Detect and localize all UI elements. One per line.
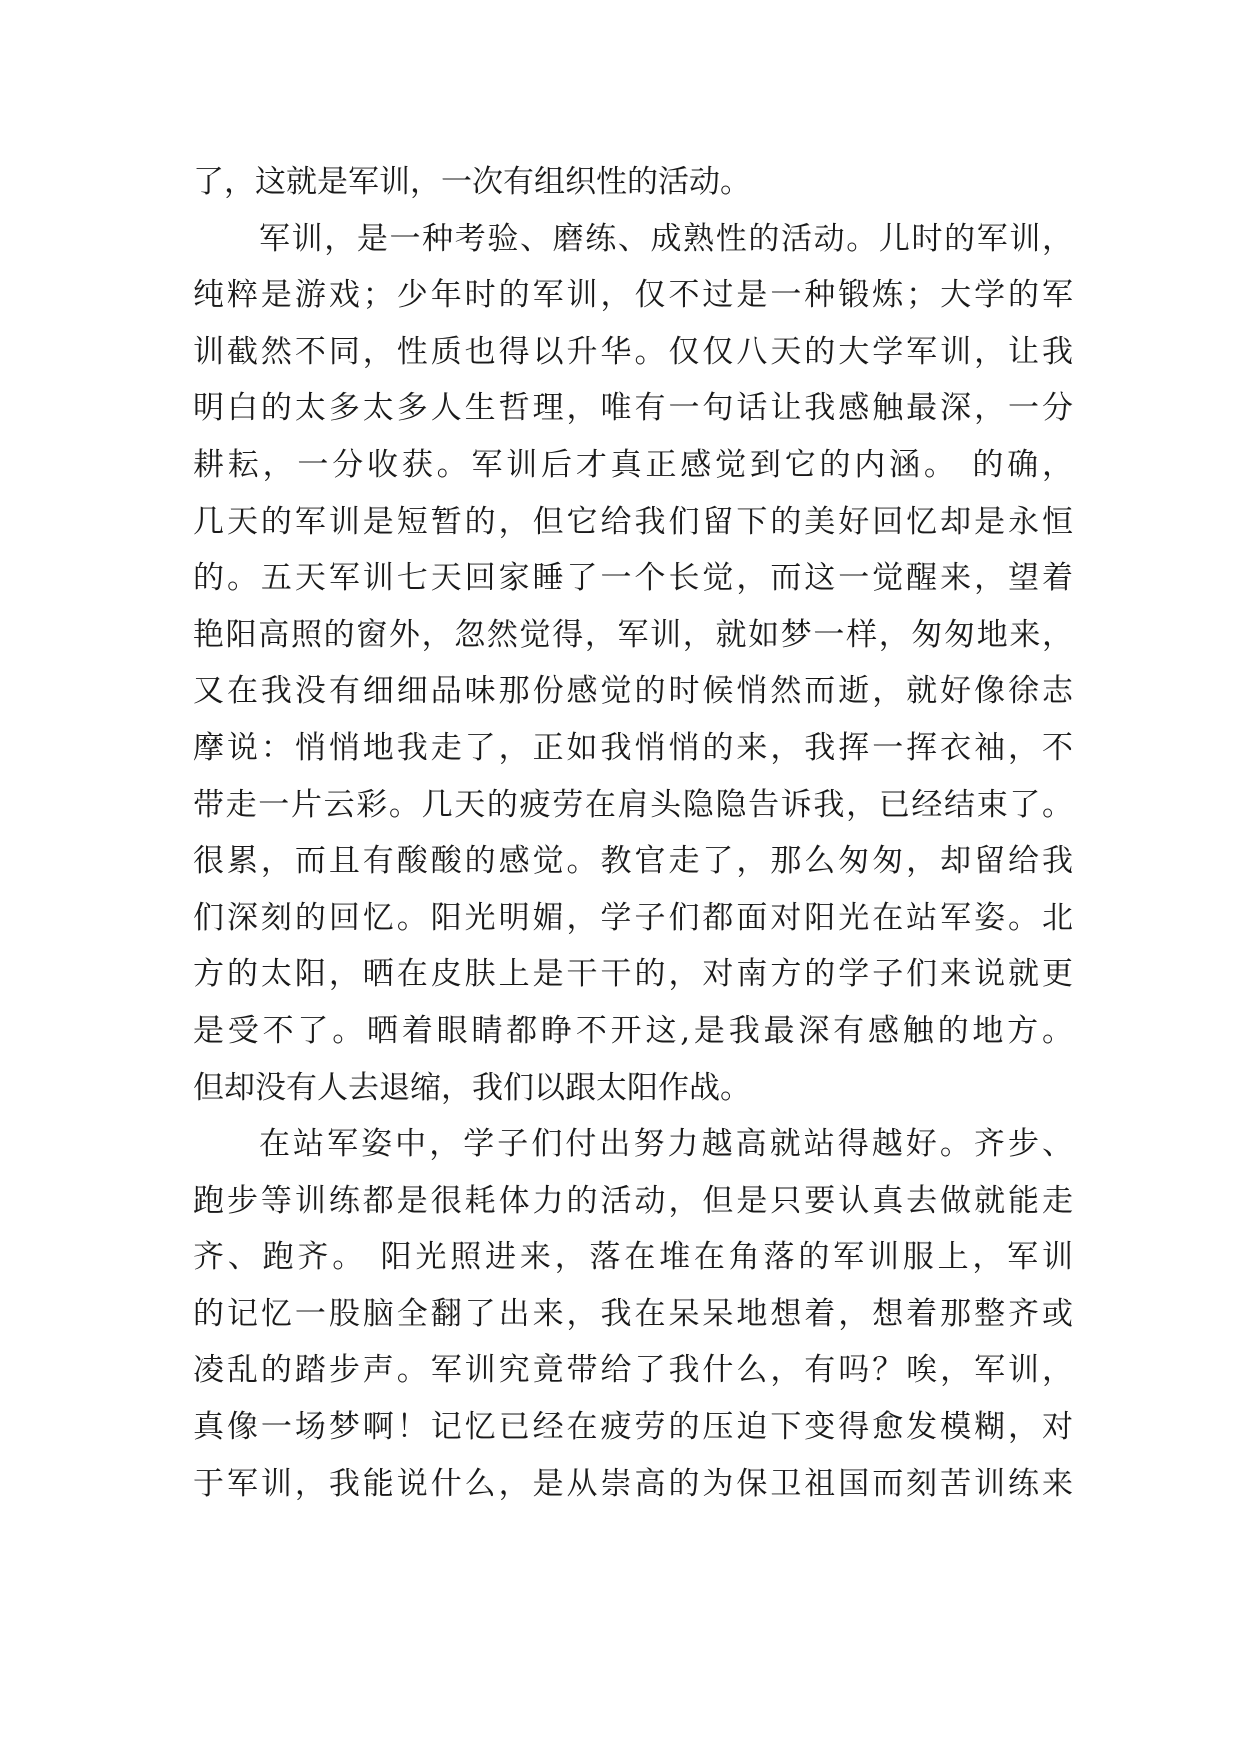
text-line: 耕耘，一分收获。军训后才真正感觉到它的内涵。 的确， xyxy=(193,446,1073,483)
text-line: 们深刻的回忆。阳光明媚，学子们都面对阳光在站军姿。北 xyxy=(193,899,1073,936)
text-line: 真像一场梦啊！记忆已经在疲劳的压迫下变得愈发模糊，对 xyxy=(193,1409,1073,1446)
text-line: 摩说：悄悄地我走了，正如我悄悄的来，我挥一挥衣袖，不 xyxy=(193,729,1073,766)
text-line: 又在我没有细细品味那份感觉的时候悄然而逝，就好像徐志 xyxy=(193,673,1073,710)
body-text xyxy=(193,154,1073,1512)
paragraph-first-line: 在站军姿中，学子们付出努力越高就站得越好。齐步、 xyxy=(259,1126,1073,1163)
text-line: 很累，而且有酸酸的感觉。教官走了，那么匆匆，却留给我 xyxy=(193,843,1073,880)
text-line: 是受不了。晒着眼睛都睁不开这,是我最深有感触的地方。 xyxy=(193,1012,1073,1049)
text-line: 但却没有人去退缩，我们以跟太阳作战。 xyxy=(193,1069,751,1106)
paragraph-first-line: 军训，是一种考验、磨练、成熟性的活动。儿时的军训， xyxy=(259,220,1073,257)
text-line: 跑步等训练都是很耗体力的活动，但是只要认真去做就能走 xyxy=(193,1182,1073,1219)
text-line: 齐、跑齐。 阳光照进来，落在堆在角落的军训服上，军训 xyxy=(193,1239,1073,1276)
text-line: 纯粹是游戏；少年时的军训，仅不过是一种锻炼；大学的军 xyxy=(193,277,1073,314)
text-line: 于军训，我能说什么，是从崇高的为保卫祖国而刻苦训练来 xyxy=(193,1465,1073,1502)
text-line: 艳阳高照的窗外，忽然觉得，军训，就如梦一样，匆匆地来， xyxy=(193,616,1073,653)
text-line: 几天的军训是短暂的，但它给我们留下的美好回忆却是永恒 xyxy=(193,503,1073,540)
text-line: 的记忆一股脑全翻了出来，我在呆呆地想着，想着那整齐或 xyxy=(193,1295,1073,1332)
text-line: 凌乱的踏步声。军训究竟带给了我什么，有吗？唉，军训， xyxy=(193,1352,1073,1389)
text-line: 了，这就是军训，一次有组织性的活动。 xyxy=(193,164,751,200)
text-line: 的。五天军训七天回家睡了一个长觉，而这一觉醒来，望着 xyxy=(193,560,1073,597)
text-line: 训截然不同，性质也得以升华。仅仅八天的大学军训，让我 xyxy=(193,333,1073,370)
text-line: 带走一片云彩。几天的疲劳在肩头隐隐告诉我，已经结束了。 xyxy=(193,786,1073,823)
text-line: 明白的太多太多人生哲理，唯有一句话让我感触最深，一分 xyxy=(193,390,1073,427)
text-line: 方的太阳，晒在皮肤上是干干的，对南方的学子们来说就更 xyxy=(193,956,1073,993)
